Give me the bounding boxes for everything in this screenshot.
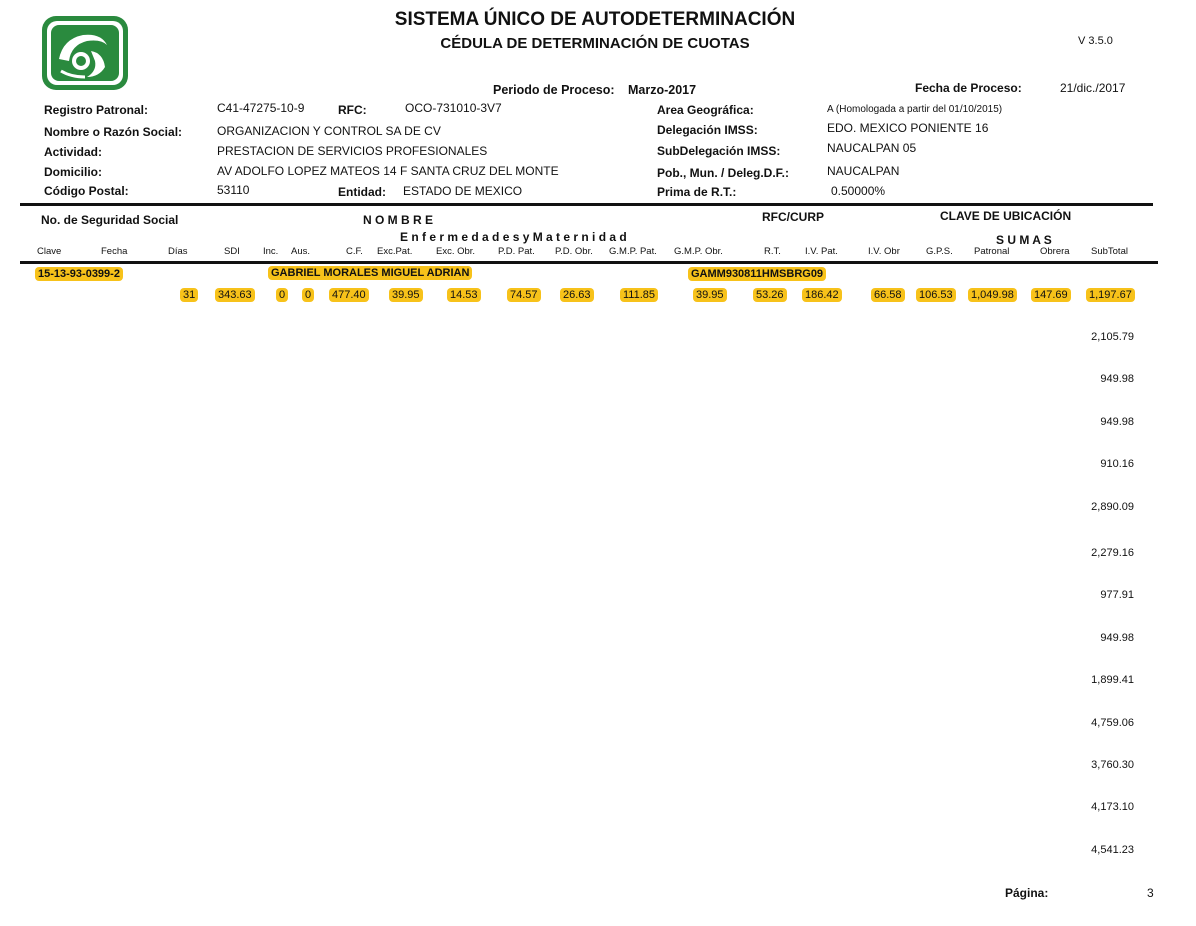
record-inc: 0	[276, 288, 288, 302]
rfc-value: OCO-731010-3V7	[405, 101, 502, 115]
subdelegacion-label: SubDelegación IMSS:	[657, 144, 781, 158]
registro-label: Registro Patronal:	[44, 103, 149, 117]
col-patronal: Patronal	[974, 246, 1010, 257]
record-gps: 106.53	[916, 288, 956, 302]
subtotal-value: 977.91	[1100, 589, 1134, 601]
nombre-value: ORGANIZACION Y CONTROL SA DE CV	[217, 124, 441, 138]
subtotal-value: 910.16	[1100, 458, 1134, 470]
actividad-value: PRESTACION DE SERVICIOS PROFESIONALES	[217, 144, 488, 158]
page-subtitle: CÉDULA DE DETERMINACIÓN DE CUOTAS	[440, 35, 750, 52]
version-label: V 3.5.0	[1078, 35, 1113, 47]
actividad-label: Actividad:	[44, 145, 103, 159]
record-pd-obr: 26.63	[560, 288, 594, 302]
eym-header: E n f e r m e d a d e s y M a t e r n i d a d	[400, 230, 627, 244]
pob-label: Pob., Mun. / Deleg.D.F.:	[657, 166, 789, 180]
record-iv-pat: 186.42	[802, 288, 842, 302]
col-rt: R.T.	[764, 246, 781, 257]
cp-label: Código Postal:	[44, 184, 129, 198]
subtotal-value: 4,541.23	[1091, 844, 1134, 856]
col-dias: Días	[168, 246, 188, 257]
area-label: Area Geográfica:	[657, 103, 754, 117]
col-pd-obr: P.D. Obr.	[555, 246, 593, 257]
subtotal-value: 2,105.79	[1091, 331, 1134, 343]
area-value: A (Homologada a partir del 01/10/2015)	[827, 104, 1003, 115]
record-exc-obr: 14.53	[447, 288, 481, 302]
nombre-label: Nombre o Razón Social:	[44, 125, 183, 139]
record-subtotal: 1,197.67	[1086, 288, 1135, 302]
sumas-header: S U M A S	[996, 233, 1052, 247]
record-cf: 477.40	[329, 288, 369, 302]
subtotal-value: 2,279.16	[1091, 547, 1134, 559]
col-iv-obr: I.V. Obr	[868, 246, 900, 257]
subtotal-value: 4,173.10	[1091, 801, 1134, 813]
col-fecha: Fecha	[101, 246, 128, 257]
col-exc-pat: Exc.Pat.	[377, 246, 413, 257]
subtotal-value: 2,890.09	[1091, 501, 1134, 513]
subtotal-value: 949.98	[1100, 632, 1134, 644]
header-divider	[20, 203, 1153, 206]
cp-value: 53110	[217, 183, 250, 197]
registro-value: C41-47275-10-9	[217, 101, 305, 115]
fecha-proceso-value: 21/dic./2017	[1060, 81, 1126, 95]
delegacion-value: EDO. MEXICO PONIENTE 16	[827, 121, 989, 135]
col-gmp-pat: G.M.P. Pat.	[609, 246, 657, 257]
pagina-value: 3	[1147, 886, 1154, 900]
table-header-divider	[20, 261, 1158, 264]
col-inc: Inc.	[263, 246, 279, 257]
subdelegacion-value: NAUCALPAN 05	[827, 141, 917, 155]
col-gmp-obr: G.M.P. Obr.	[674, 246, 723, 257]
col-obrera: Obrera	[1040, 246, 1070, 257]
periodo-label: Periodo de Proceso:	[493, 83, 615, 97]
prima-label: Prima de R.T.:	[657, 185, 737, 199]
pob-value: NAUCALPAN	[827, 164, 900, 178]
record-nombre: GABRIEL MORALES MIGUEL ADRIAN	[268, 266, 472, 280]
prima-value: 0.50000%	[831, 184, 886, 198]
col-cf: C.F.	[346, 246, 363, 257]
record-dias: 31	[180, 288, 198, 302]
delegacion-label: Delegación IMSS:	[657, 123, 758, 137]
record-pd-pat: 74.57	[507, 288, 541, 302]
record-nss: 15-13-93-0399-2	[35, 267, 123, 281]
record-obrera: 147.69	[1031, 288, 1071, 302]
subtotal-value: 1,899.41	[1091, 674, 1134, 686]
record-iv-obr: 66.58	[871, 288, 905, 302]
record-patronal: 1,049.98	[968, 288, 1017, 302]
nss-header: No. de Seguridad Social	[41, 213, 179, 227]
col-sdi: SDI	[224, 246, 240, 257]
entidad-label: Entidad:	[338, 185, 386, 199]
subtotal-value: 949.98	[1100, 373, 1134, 385]
record-gmp-pat: 111.85	[620, 288, 658, 302]
col-pd-pat: P.D. Pat.	[498, 246, 535, 257]
rfc-label: RFC:	[338, 103, 367, 117]
col-aus: Aus.	[291, 246, 311, 257]
nombre-header: N O M B R E	[363, 213, 434, 227]
col-iv-pat: I.V. Pat.	[805, 246, 838, 257]
periodo-value: Marzo-2017	[628, 83, 697, 97]
col-gps: G.P.S.	[926, 246, 953, 257]
record-rt: 53.26	[753, 288, 787, 302]
record-aus: 0	[302, 288, 314, 302]
page-title: SISTEMA ÚNICO DE AUTODETERMINACIÓN	[394, 9, 796, 30]
clave-ubicacion-header: CLAVE DE UBICACIÓN	[940, 209, 1072, 223]
col-exc-obr: Exc. Obr.	[436, 246, 476, 257]
record-sdi: 343.63	[215, 288, 255, 302]
subtotal-value: 4,759.06	[1091, 717, 1134, 729]
subtotal-value: 3,760.30	[1091, 759, 1134, 771]
record-exc-pat: 39.95	[389, 288, 423, 302]
pagina-label: Página:	[1005, 886, 1049, 900]
domicilio-label: Domicilio:	[44, 165, 103, 179]
record-gmp-obr: 39.95	[693, 288, 727, 302]
domicilio-value: AV ADOLFO LOPEZ MATEOS 14 F SANTA CRUZ DEL MONTE	[217, 164, 559, 178]
rfc-header: RFC/CURP	[762, 210, 824, 224]
col-clave: Clave	[37, 246, 62, 257]
col-subtotal: SubTotal	[1091, 246, 1128, 257]
fecha-proceso-label: Fecha de Proceso:	[915, 81, 1022, 95]
record-rfc: GAMM930811HMSBRG09	[688, 267, 826, 281]
entidad-value: ESTADO DE MEXICO	[403, 184, 523, 198]
subtotal-value: 949.98	[1100, 416, 1134, 428]
